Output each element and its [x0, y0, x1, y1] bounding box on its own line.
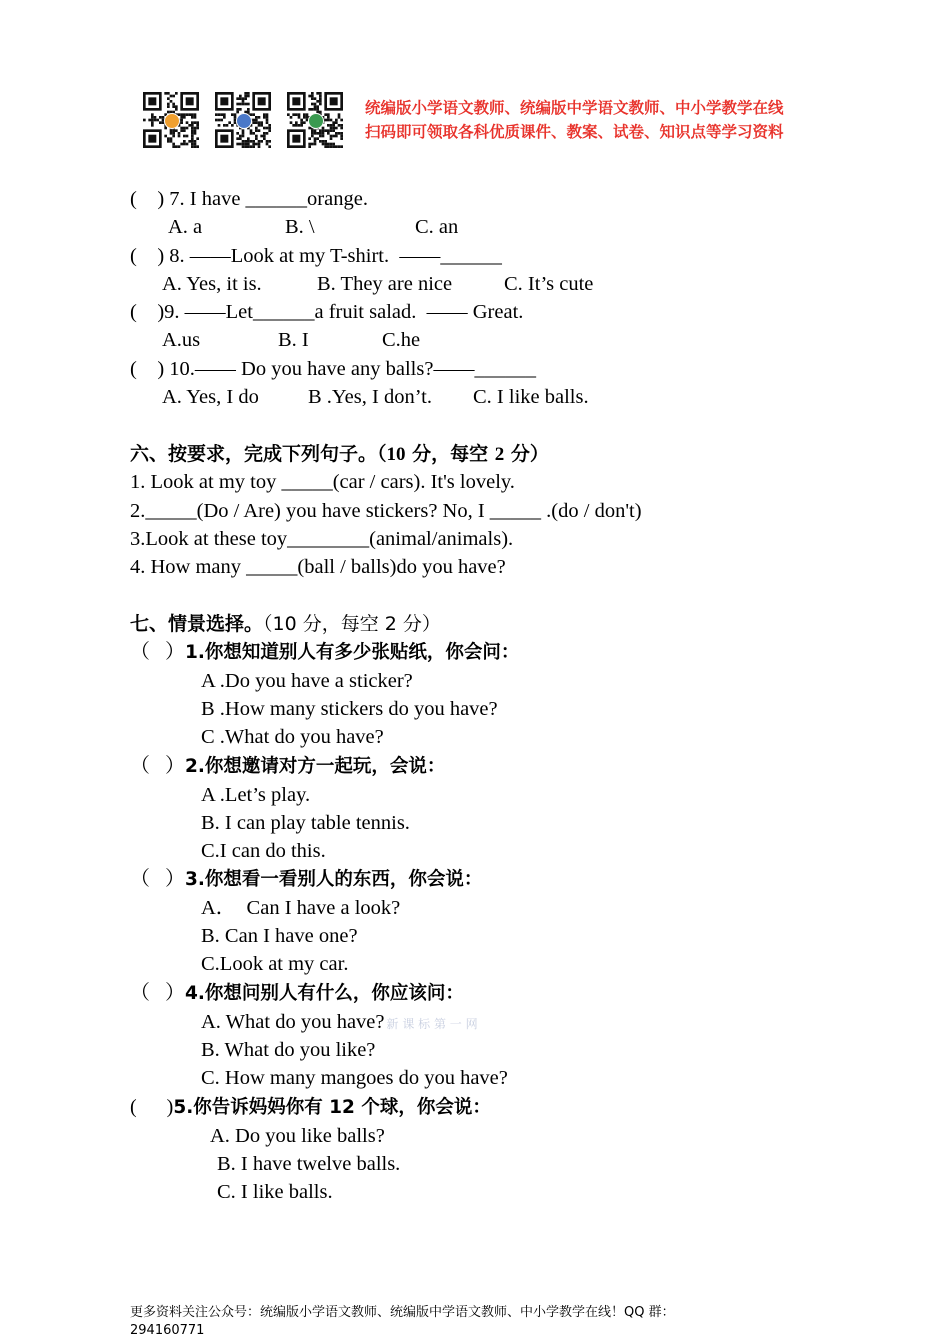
option-c: C.Look at my car. — [201, 953, 349, 975]
option-c: C .What do you have? — [201, 726, 384, 748]
section-7-title: 七、情景选择。（10 分，每空 2 分） — [130, 613, 441, 635]
option-c: C. I like balls. — [473, 386, 589, 408]
situation-question-2: （ ）2.你想邀请对方一起玩，会说： — [130, 755, 446, 777]
fill-item-4: 4. How many _____(ball / balls)do you have? — [130, 556, 506, 578]
option-c: C. How many mangoes do you have? — [201, 1067, 508, 1089]
answer-paren: ( ) — [130, 245, 165, 267]
qr-badge-icon — [236, 113, 252, 129]
qr-badge-icon — [164, 113, 180, 129]
option-c: C. It’s cute — [504, 273, 594, 295]
situation-question-3: （ ）3.你想看一看别人的东西，你会说： — [130, 868, 483, 890]
answer-paren: ( ) — [130, 1096, 174, 1118]
option-b: B. \ — [285, 216, 315, 238]
option-b: B .Yes, I don’t. — [308, 386, 432, 408]
option-a: A .Do you have a sticker? — [201, 670, 413, 692]
option-b: B. Can I have one? — [201, 925, 358, 947]
question-stem: 你告诉妈妈你有 12 个球，你会说： — [193, 1097, 491, 1118]
situation-question-4: （ ）4.你想问别人有什么，你应该问： — [130, 982, 464, 1004]
question-stem: 你想邀请对方一起玩，会说： — [204, 756, 446, 777]
footer-line-1: 更多资料关注公众号：统编版小学语文教师、统编版中学语文教师、中小学教学在线！QQ 群： — [130, 1305, 675, 1320]
answer-paren: ( ) — [130, 301, 165, 323]
option-c: C.I can do this. — [201, 840, 326, 862]
qr-badge-icon — [308, 113, 324, 129]
option-a: A. a — [168, 216, 203, 238]
question-stem: 10.—— Do you have any balls?——______ — [164, 358, 536, 380]
watermark-text: 新 课 标 第 一 网 — [386, 1017, 478, 1031]
question-stem: 7. I have ______orange. — [164, 188, 368, 210]
option-c: C. I like balls. — [217, 1181, 333, 1203]
promo-line-1: 统编版小学语文教师、统编版中学语文教师、中小学教学在线 — [365, 99, 784, 117]
question-stem: 你想看一看别人的东西，你会说： — [204, 869, 483, 890]
answer-paren: ( ) — [130, 188, 165, 210]
option-b: B. What do you like? — [201, 1039, 376, 1061]
option-a: A.us — [162, 329, 201, 351]
option-b: B. I — [278, 329, 309, 351]
option-a: A. Yes, it is. — [162, 273, 262, 295]
qr-code-2 — [215, 92, 271, 148]
qr-code-1 — [143, 92, 199, 148]
option-a: A． Can I have a look? — [201, 897, 401, 919]
answer-paren: （ ） — [130, 755, 185, 777]
question-stem: 9. ——Let______a fruit salad. —— Great. — [164, 301, 524, 323]
question-10 — [130, 355, 536, 383]
question-stem: 8. ——Look at my T-shirt. ——______ — [164, 245, 502, 267]
option-b: B. They are nice — [317, 273, 453, 295]
promo-line-2: 扫码即可领取各科优质课件、教案、试卷、知识点等学习资料 — [365, 123, 784, 141]
option-a: A. Yes, I do — [162, 386, 259, 408]
promo-text — [365, 96, 815, 144]
qr-code-3 — [287, 92, 343, 148]
section-6-title: 六、按要求，完成下列句子。（10 分，每空 2 分） — [130, 443, 549, 465]
page-footer — [130, 1304, 830, 1340]
option-a: A. Do you like balls? — [210, 1125, 385, 1147]
answer-paren: （ ） — [130, 641, 185, 663]
option-a: A .Let’s play. — [201, 784, 311, 806]
fill-item-3: 3.Look at these toy________(animal/animals). — [130, 528, 514, 550]
option-b: B. I can play table tennis. — [201, 812, 410, 834]
answer-paren: （ ） — [130, 982, 185, 1004]
situation-question-5: ( )5.你告诉妈妈你有 12 个球，你会说： — [130, 1096, 491, 1118]
question-stem: 你想问别人有什么，你应该问： — [204, 983, 464, 1004]
question-7 — [130, 185, 368, 213]
option-b: B. I have twelve balls. — [217, 1153, 401, 1175]
fill-item-2: 2._____(Do / Are) you have stickers? No, I _____ .(do / don't) — [130, 500, 642, 522]
answer-paren: （ ） — [130, 868, 185, 890]
question-stem: 你想知道别人有多少张贴纸，你会问： — [204, 642, 520, 663]
fill-item-1: 1. Look at my toy _____(car / cars). It's lovely. — [130, 471, 515, 493]
question-8 — [130, 242, 502, 270]
option-c: C. an — [415, 216, 459, 238]
question-9 — [130, 298, 523, 326]
option-c: C.he — [382, 329, 421, 351]
option-a: A. What do you have? 新 课 标 第 一 网 — [201, 1011, 478, 1033]
answer-paren: ( ) — [130, 358, 165, 380]
situation-question-1: （ ）1.你想知道别人有多少张贴纸，你会问： — [130, 641, 520, 663]
footer-line-2: 294160771 — [130, 1323, 205, 1338]
option-b: B .How many stickers do you have? — [201, 698, 498, 720]
